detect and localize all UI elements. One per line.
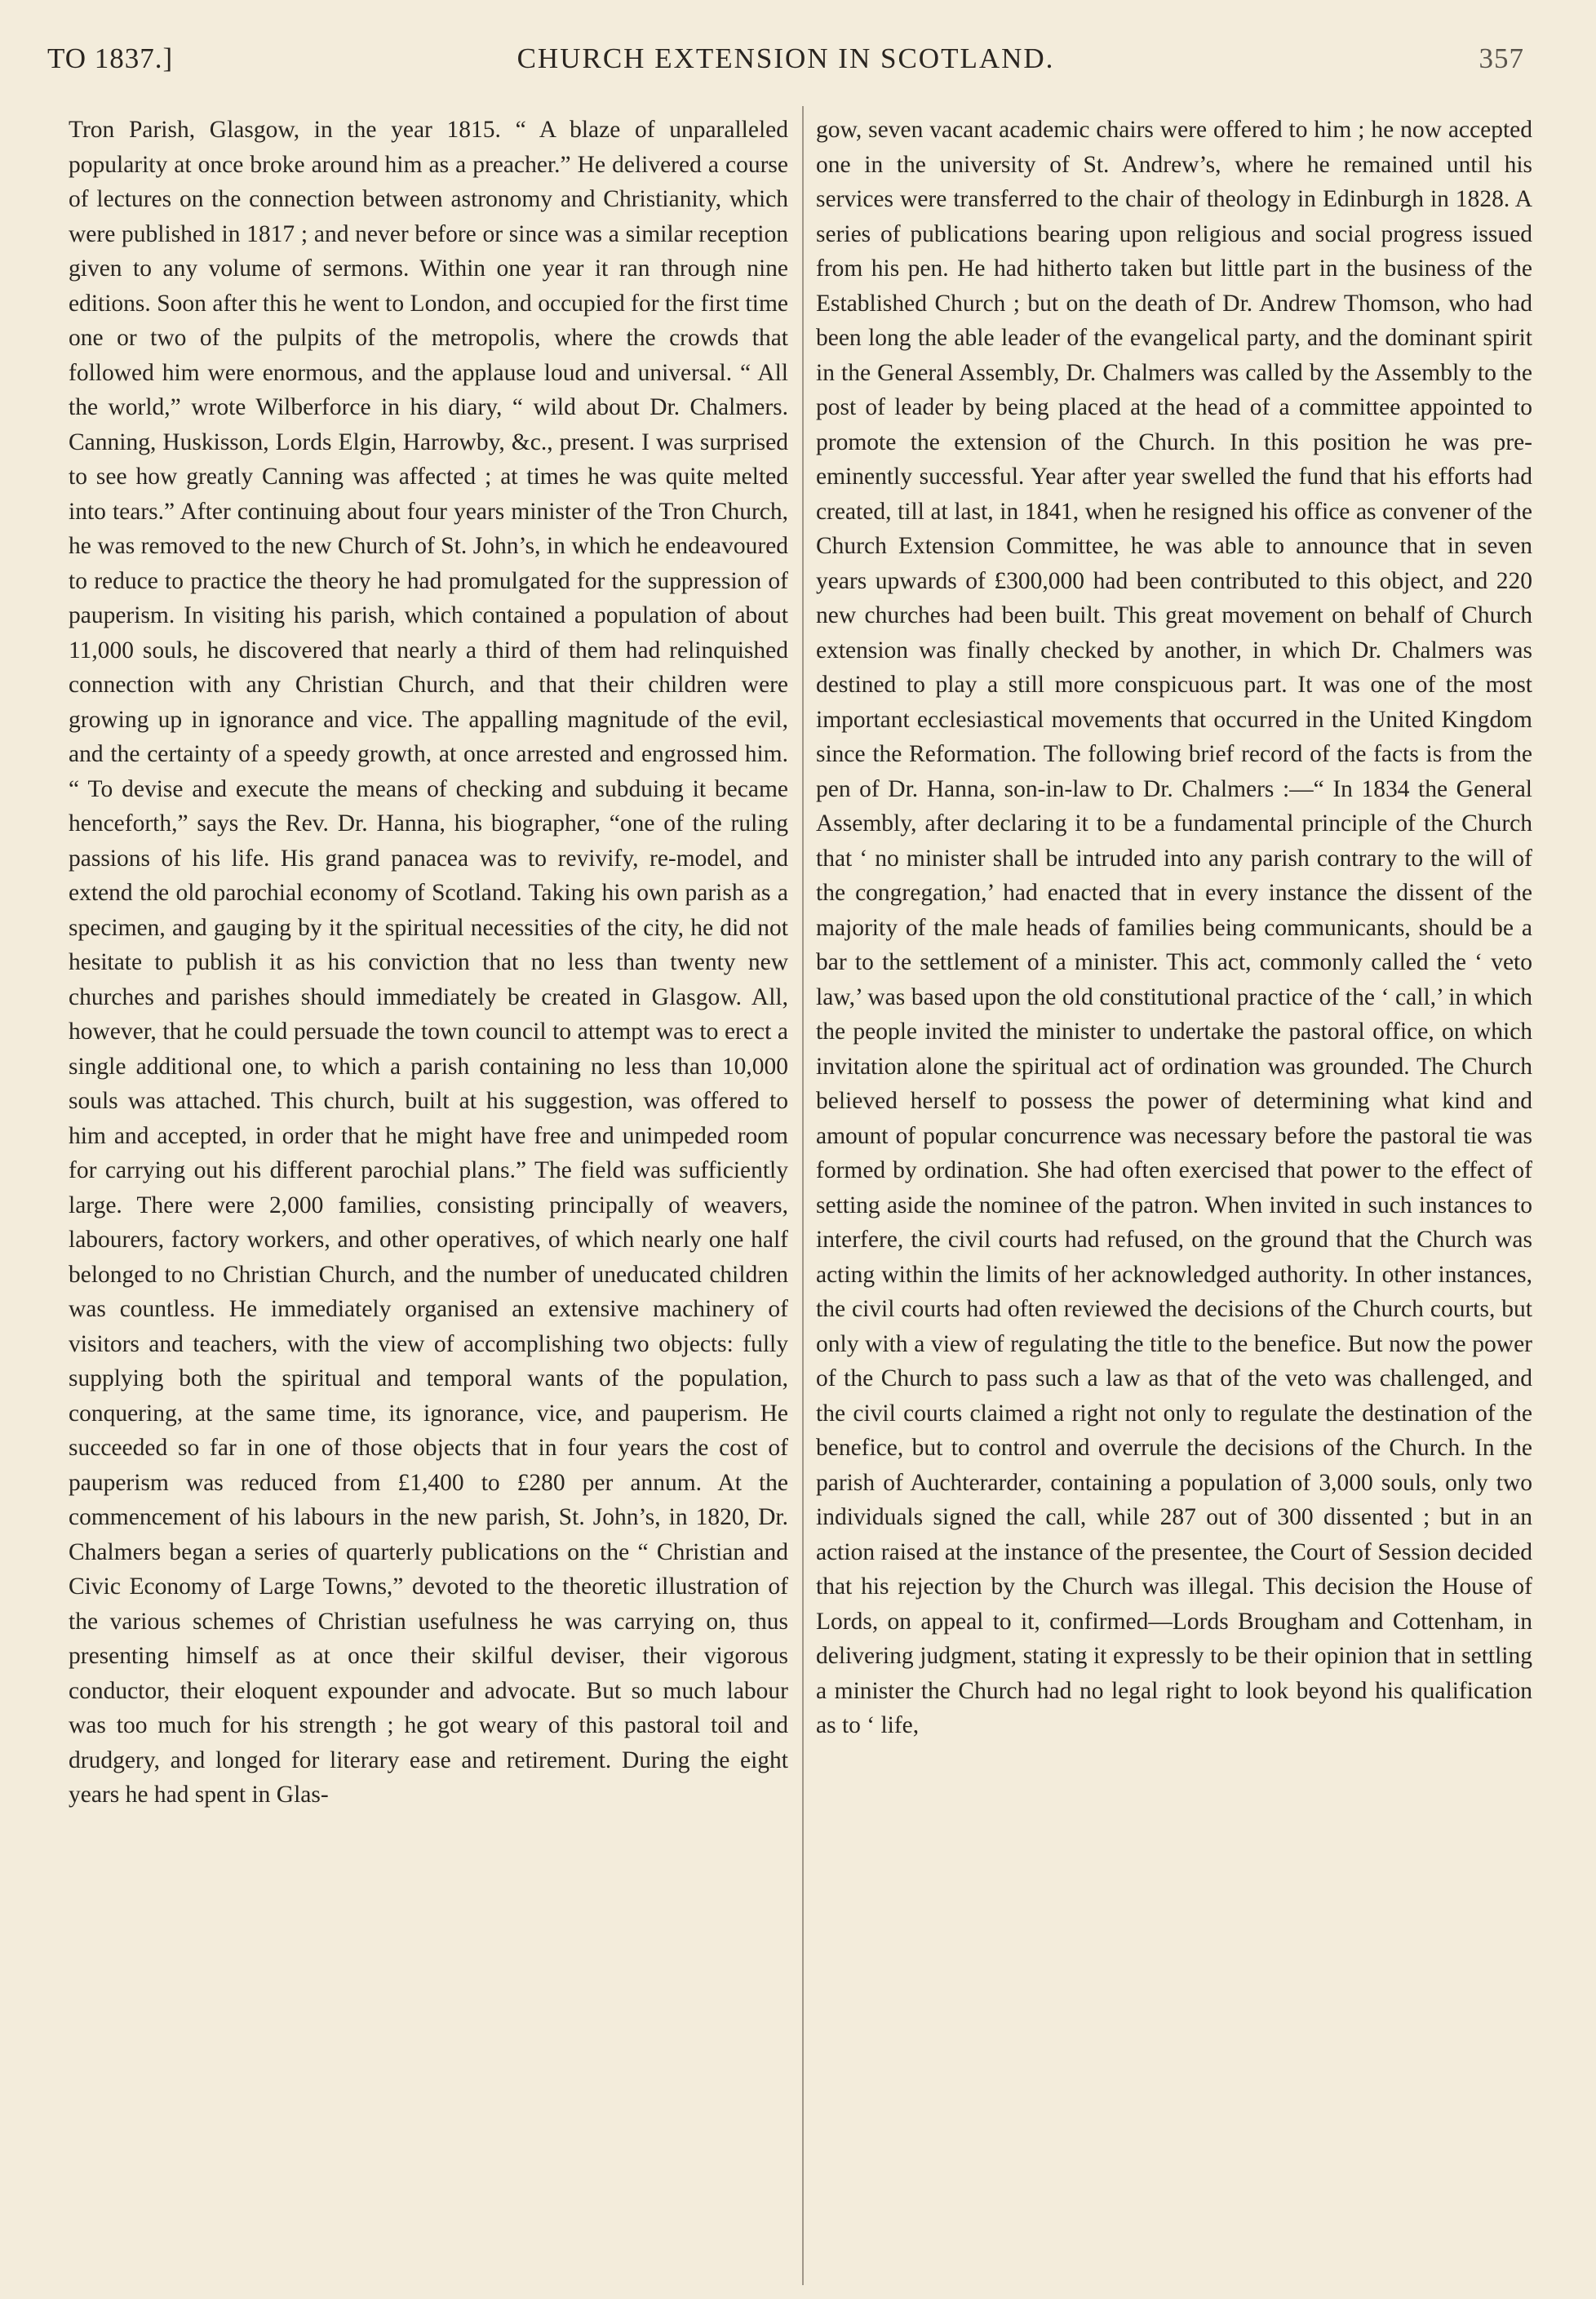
left-column [69, 113, 788, 2283]
right-column [816, 113, 1532, 2283]
column-divider [802, 106, 804, 2285]
running-head-date-range: TO 1837.] [47, 42, 174, 74]
header-divider [47, 96, 1524, 97]
running-head-title: CHURCH EXTENSION IN SCOTLAND. [516, 42, 1055, 74]
page-number: 357 [1479, 42, 1524, 74]
right-column-text: gow, seven vacant academic chairs were offered to him ; he now accepted one in the university of St. Andrew’s, where he remained until his services were transferred to the chair of theology in Edinburgh in 1828. A series of publications bearing upon religious and social progress issued from his pen. He had hitherto taken but little part in the business of the Established Church ; but on the death of Dr. Andrew Thomson, who had been long the able leader of the evangelical party, and the dominant spirit in the General Assembly, Dr. Chalmers was called by the Assembly to the post of leader by being placed at the head of a committee appointed to promote the extension of the Church. In this position he was pre-eminently successful. Year after year swelled the fund that his efforts had created, till at last, in 1841, when he resigned his office as convener of the Church Extension Committee, he was able to announce that in seven years upwards of £300,000 had been contributed to this object, and 220 new churches had been built. This great movement on behalf of Church extension was finally checked by another, in which Dr. Chalmers was destined to play a still more conspicuous part. It was one of the most important ecclesiastical movements that occurred in the United Kingdom since the Reformation. The following brief record of the facts is from the pen of Dr. Hanna, son-in-law to Dr. Chalmers :—“ In 1834 the General Assembly, after declaring it to be a fundamental principle of the Church that ‘ no minister shall be intruded into any parish contrary to the will of the congregation,’ had enacted that in every instance the dissent of the majority of the male heads of families being communicants, should be a bar to the settlement of a minister. This act, commonly called the ‘ veto law,’ was based upon the old constitutional practice of the ‘ call,’ in which the people invited the minister to undertake the pastoral office, on which invitation alone the spiritual act of ordination was grounded. The Church believed herself to possess the power of determining what kind and amount of popular concurrence was necessary before the pastoral tie was formed by ordination. She had often exercised that power to the effect of setting aside the nominee of the patron. When invited in such instances to interfere, the civil courts had refused, on the ground that the Church was acting within the limits of her acknowledged authority. In other instances, the civil courts had often reviewed the decisions of the Church courts, but only with a view of regulating the title to the benefice. But now the power of the Church to pass such a law as that of the veto was challenged, and the civil courts claimed a right not only to regulate the destination of the benefice, but to control and overrule the decisions of the Church. In the parish of Auchterarder, containing a population of 3,000 souls, only two individuals signed the call, while 287 out of 300 dissented ; but in an action raised at the instance of the presentee, the Court of Session decided that his rejection by the Church was illegal. This decision the House of Lords, on appeal to it, confirmed—Lords Brougham and Cottenham, in delivering judgment, stating it expressly to be their opinion that in settling a minister the Church had no legal right to look beyond his qualification as to ‘ life, [816, 117, 1532, 1738]
left-column-text: Tron Parish, Glasgow, in the year 1815. “ A blaze of unparalleled popularity at once broke around him as a preacher.” He delivered a course of lectures on the connection between astronomy and Christianity, which were published in 1817 ; and never before or since was a similar reception given to any volume of sermons. Within one year it ran through nine editions. Soon after this he went to London, and occupied for the first time one or two of the pulpits of the metropolis, where the crowds that followed him were enormous, and the applause loud and universal. “ All the world,” wrote Wilberforce in his diary, “ wild about Dr. Chalmers. Canning, Huskisson, Lords Elgin, Harrowby, &c., present. I was surprised to see how greatly Canning was affected ; at times he was quite melted into tears.” After continuing about four years minister of the Tron Church, he was removed to the new Church of St. John’s, in which he endeavoured to reduce to practice the theory he had promulgated for the suppression of pauperism. In visiting his parish, which contained a population of about 11,000 souls, he discovered that nearly a third of them had relinquished connection with any Christian Church, and that their children were growing up in ignorance and vice. The appalling magnitude of the evil, and the certainty of a speedy growth, at once arrested and engrossed him. “ To devise and execute the means of checking and subduing it became henceforth,” says the Rev. Dr. Hanna, his biographer, “one of the ruling passions of his life. His grand panacea was to revivify, re-model, and extend the old parochial economy of Scotland. Taking his own parish as a specimen, and gauging by it the spiritual necessities of the city, he did not hesitate to publish it as his conviction that no less than twenty new churches and parishes should immediately be created in Glasgow. All, however, that he could persuade the town council to attempt was to erect a single additional one, to which a parish containing no less than 10,000 souls was attached. This church, built at his suggestion, was offered to him and accepted, in order that he might have free and unimpeded room for carrying out his different parochial plans.” The field was sufficiently large. There were 2,000 families, consisting principally of weavers, labourers, factory workers, and other operatives, of which nearly one half belonged to no Christian Church, and the number of uneducated children was countless. He immediately organised an extensive machinery of visitors and teachers, with the view of accomplishing two objects: fully supplying both the spiritual and temporal wants of the population, conquering, at the same time, its ignorance, vice, and pauperism. He succeeded so far in one of those objects that in four years the cost of pauperism was reduced from £1,400 to £280 per annum. At the commencement of his labours in the new parish, St. John’s, in 1820, Dr. Chalmers began a series of quarterly publications on the “ Christian and Civic Economy of Large Towns,” devoted to the theoretic illustration of the various schemes of Christian usefulness he was carrying on, thus presenting himself as at once their skilful deviser, their vigorous conductor, their eloquent expounder and advocate. But so much labour was too much for his strength ; he got weary of this pastoral toil and drudgery, and longed for literary ease and retirement. During the eight years he had spent in Glas- [69, 117, 788, 1808]
running-head [47, 42, 1524, 83]
